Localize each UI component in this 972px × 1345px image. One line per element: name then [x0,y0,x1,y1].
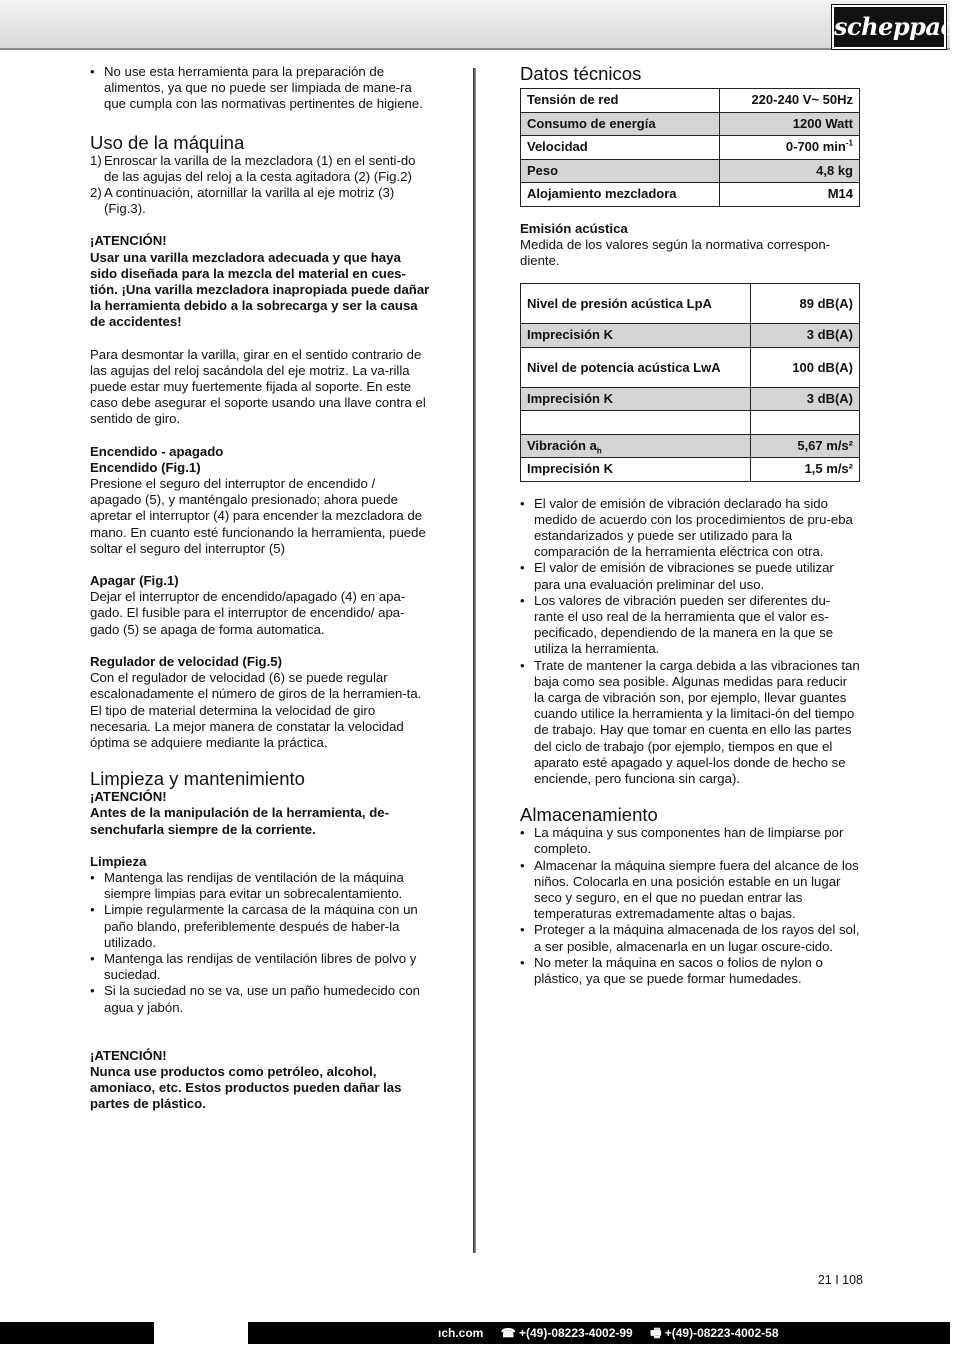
list-item: • Mantenga las rendijas de ventilación de la máquina siempre limpias para evitar un sobrecalentamiento. [90,870,430,902]
footer-website: ıch.com [438,1326,484,1340]
subsection-title-apagar: Apagar (Fig.1) [90,573,179,589]
warning-title: ¡ATENCIÓN! [90,789,167,805]
list-item: • Trate de mantener la carga debida a las vibraciones tan baja como sea posible. Algunas medidas para reducir la carga de vibración son, por ejemplo, llevar guantes cuando utilice la herramienta y la limitaci-ón del tiempo de trabajo. Hay que tomar en cuenta en ello las partes del ciclo de trabajo (por ejemplo, tiempos en que el aparato esté apagado y aquel-los donde de hecho se enciende, pero funciona sin carga). [520,658,860,788]
step-item [90,185,430,217]
spec-value: 100 dB(A) [751,347,860,387]
spec-label: Velocidad [521,136,720,160]
spec-value: 1,5 m/s² [751,458,860,482]
subsection-title-encendido: Encendido - apagado [90,443,224,459]
list-item: • Almacenar la máquina siempre fuera del alcance de los niños. Colocarla en una posición estable en un lugar seco y seguro, en el que no puedan entrar las temperaturas extremadamente altas o bajas. [520,858,860,923]
spec-label: Alojamiento mezcladora [521,183,720,207]
spec-label: Imprecisión K [521,458,751,482]
step-item [90,153,430,185]
section-title-datos: Datos técnicos [520,63,642,84]
table-row [521,112,860,136]
spec-label: Imprecisión K [521,387,751,411]
table-row [521,434,860,458]
table-row [521,159,860,183]
table-row-empty [521,411,860,435]
spec-label-text: Vibración a [527,437,597,453]
spec-value-exponent: -1 [845,138,853,148]
list-item: • El valor de emisión de vibraciones se puede utilizar para una evaluación preliminar del uso. [520,560,860,592]
brand-logo: scheppach [832,5,946,49]
step-text: Enroscar la varilla de la mezcladora (1) en el senti-do de las agujas del reloj a la cesta agitadora (2) (Fig.2) [104,152,416,184]
spec-value: 3 dB(A) [751,324,860,348]
warning-text: Usar una varilla mezcladora adecuada y que haya sido diseñada para la mezcla del material en cues-tión. ¡Una varilla mezcladora inapropiada puede dañar la herramienta debido a la sobrecarga y ser la causa de accidentes! [90,249,430,330]
empty-cell [521,411,751,435]
spec-label [521,434,751,458]
spec-label: Peso [521,159,720,183]
paragraph-emision: Medida de los valores según la normativa correspon-diente. [520,236,831,268]
table-row [521,387,860,411]
subsection-title-limpieza: Limpieza [90,853,147,869]
empty-cell [751,411,860,435]
spec-value: 89 dB(A) [751,284,860,324]
spec-label: Nivel de presión acústica LpA [521,284,751,324]
paragraph-desmontar: Para desmontar la varilla, girar en el sentido contrario de las agujas del reloj sacándola del eje motriz. La va-rilla puede estar muy fuertemente fijada al soporte. En este caso debe asegurar el soporte usando una llave contra el sentido de giro. [90,346,426,427]
left-column [90,64,430,1113]
step-text: A continuación, atornillar la varilla al eje motriz (3) (Fig.3). [104,185,395,217]
spec-value: 220-240 V~ 50Hz [719,89,859,113]
list-item: • Mantenga las rendijas de ventilación libres de polvo y suciedad. [90,951,430,983]
spec-label: Imprecisión K [521,324,751,348]
noise-table [520,283,860,482]
spec-value: M14 [719,183,859,207]
specs-table [520,88,860,207]
spec-value-text: 0-700 min [785,139,846,155]
spec-value [719,136,859,160]
uso-steps [90,153,430,218]
table-row [521,136,860,160]
footer-gap [154,1322,248,1344]
spec-label: Nivel de potencia acústica LwA [521,347,751,387]
list-item: • Los valores de vibración pueden ser diferentes du-rante el uso real de la herramienta que el valor es-pecificado, dependiendo de la manera en la que se utiliza la herramienta. [520,593,860,658]
spec-value: 3 dB(A) [751,387,860,411]
footer-phone: ☎ +(49)-08223-4002-99 [500,1326,633,1340]
subsection-title-emision: Emisión acústica [520,220,628,236]
list-item: • Limpie regularmente la carcasa de la máquina con un paño blando, preferiblemente después de haber-la utilizado. [90,902,430,951]
step-number: 1) [90,152,102,168]
footer-contact [438,1322,793,1344]
spec-label: Consumo de energía [521,112,720,136]
spec-label: Tensión de red [521,89,720,113]
limpieza-list [90,870,430,1016]
section-title-uso: Uso de la máquina [90,131,245,153]
intro-list [90,64,430,113]
list-item: • Si la suciedad no se va, use un paño humedecido con agua y jabón. [90,983,430,1015]
paragraph-regulador: Con el regulador de velocidad (6) se puede regular escalonadamente el número de giros de la herramien-ta. El tipo de material determina la velocidad de giro necesaria. La mejor manera de constatar la velocidad óptima se adquiere mediante la práctica. [90,670,422,750]
right-column [520,64,860,987]
table-row [521,284,860,324]
subsection-subtitle-encendido: Encendido (Fig.1) [90,459,201,475]
header-bar [0,0,972,50]
spec-value: 5,67 m/s² [751,434,860,458]
vibration-list [520,496,860,788]
spec-value: 4,8 kg [719,159,859,183]
subsection-title-regulador: Regulador de velocidad (Fig.5) [90,653,282,669]
column-divider [473,68,476,1253]
list-item: • No use esta herramienta para la preparación de alimentos, ya que no puede ser limpiada de mane-ra que cumpla con las normativas pertinentes de higiene. [90,64,430,113]
page-number: 21 I 108 [817,1273,863,1287]
table-row [521,458,860,482]
warning-text: Antes de la manipulación de la herramienta, de-senchufarla siempre de la corriente. [90,805,389,837]
section-title-almacenamiento: Almacenamiento [520,804,658,826]
warning-text: Nunca use productos como petróleo, alcohol, amoniaco, etc. Estos productos pueden dañar las partes de plástico. [90,1063,402,1112]
section-title-limpieza: Limpieza y mantenimiento [90,768,305,790]
table-row [521,89,860,113]
warning-title: ¡ATENCIÓN! [90,1047,167,1063]
warning-title: ¡ATENCIÓN! [90,233,167,249]
step-number: 2) [90,185,102,201]
paragraph-encendido: Presione el seguro del interruptor de encendido / apagado (5), y manténgalo presionado; ahora puede apretar el interruptor (4) para encender la mezcladora de mano. En cuanto esté funcionando la herramienta, puede soltar el seguro del interruptor (5) [90,476,426,556]
list-item: • Proteger a la máquina almacenada de los rayos del sol, a ser posible, almacenarla en un lugar oscure-cido. [520,922,860,954]
almacenamiento-list [520,825,860,987]
table-row [521,347,860,387]
list-item: • La máquina y sus componentes han de limpiarse por completo. [520,825,860,857]
table-row [521,183,860,207]
list-item: • No meter la máquina en sacos o folios de nylon o plástico, ya que se puede formar humedades. [520,955,860,987]
spec-label-subscript: h [596,446,602,456]
paragraph-apagar: Dejar el interruptor de encendido/apagado (4) en apa-gado. El fusible para el interruptor de encendido/ apa-gado (5) se apaga de forma automatica. [90,589,406,637]
spec-value: 1200 Watt [719,112,859,136]
footer-fax: 🖷 +(49)-08223-4002-58 [650,1326,779,1340]
list-item: • El valor de emisión de vibración declarado ha sido medido de acuerdo con los procedimientos de pru-eba estandarizados y puede ser utilizado para la comparación de la herramienta eléctrica con otra. [520,496,860,561]
table-row [521,324,860,348]
